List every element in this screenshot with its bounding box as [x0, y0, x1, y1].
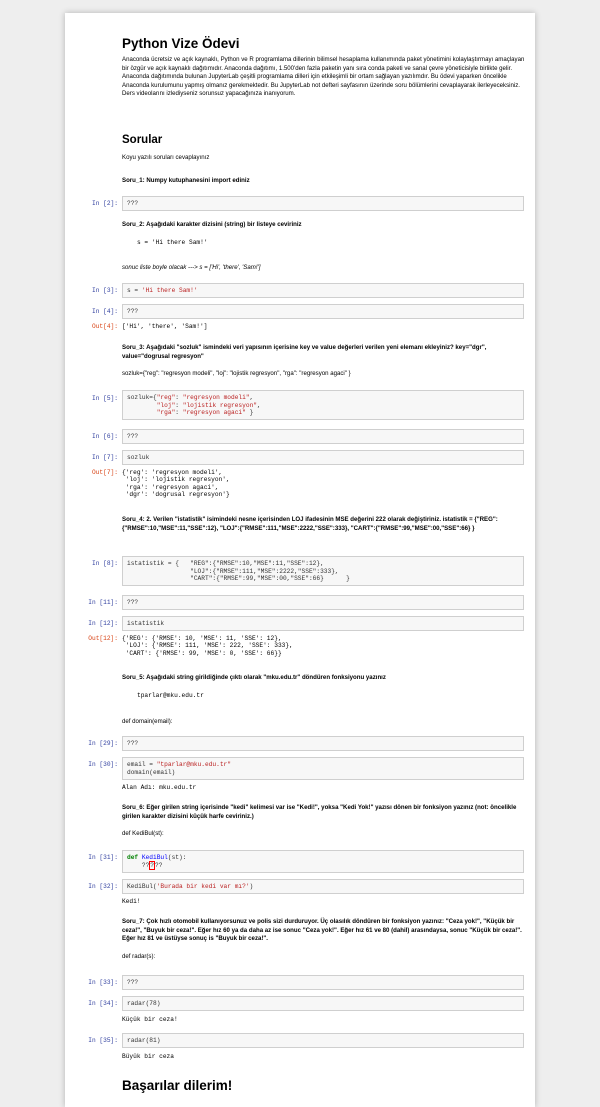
- q5-def: def domain(email):: [122, 718, 173, 725]
- question-7: Soru_7: Çok hızlı otomobil kullanıyorsunuz ve polis sizi durduruyor. Üç olasılık döndüren bir fonksiyon yazınız: "Ceza yok!", "Küçük bir ceza!", "Buyuk bir ceza!". Eğer hız 60 ya da daha az ise sonuc "Ceza yok!". Eğer hız 61 ve 80 (dahil) arasındaysa, sonuc "Küçük bir ceza!". Eğer hız 81 ve üstüyse sonuç is "Buyuk bir ceza!".: [122, 918, 522, 943]
- question-6: Soru_6: Eğer girilen string içerisinde "kedi" kelimesi var ise "Kedi!", yoksa "Kedi Yok!" yazısı dönen bir fonksiyon yazınız (not: öncelikle girilen karakter dizisini küçük harfe ceviriniz.): [122, 804, 517, 820]
- prompt-out-12: Out[12]:: [88, 635, 118, 642]
- question-4: Soru_4: 2. Verilen "istatistik" isimindeki nesne içerisinden LOJ ifadesinin MSE değerini 222 olarak değiştiriniz. istatistik = {"REG":{"RMSE":10,"MSE":11,"SSE":12}, "LOJ":{"RMSE":111,"MSE":2222,"SSE":333}, "CART":{"RMSE":99,"MSE":00,"SSE":66} }: [122, 516, 498, 532]
- prompt-out-7: Out[7]:: [92, 469, 118, 476]
- q2-code-example: s = 'Hi there Sam!': [137, 239, 208, 246]
- code-cell-12[interactable]: istatistik: [122, 616, 524, 631]
- code-cell-3[interactable]: s = 'Hi there Sam!': [122, 283, 524, 298]
- code-cell-2[interactable]: ???: [122, 196, 524, 211]
- prompt-in-32: In [32]:: [88, 883, 118, 890]
- code-cell-29[interactable]: ???: [122, 736, 524, 751]
- code-cell-35[interactable]: radar(81): [122, 1033, 524, 1048]
- prompt-in-3: In [3]:: [92, 287, 118, 294]
- prompt-in-8: In [8]:: [92, 560, 118, 567]
- sorular-subtitle: Koyu yazılı soruları cevaplayınız: [122, 154, 210, 161]
- prompt-in-7: In [7]:: [92, 454, 118, 461]
- intro-paragraph: Anaconda ücretsiz ve açık kaynaklı, Python ve R programlama dillerinin bilimsel hesaplama kullanımında paket yönetimini kolaylaştırmayı amaçlayan bir özgür ve açık kaynaklı dağıtımıdır. Anaconda dağıtımı, 1.500'den fazla paketin yanı sıra conda paketi ve sanal çevre yöneticisiyle birlikte gelir. Anaconda dağıtımında bulunan JupyterLab çeşitli programlama dilleri için etkileşimli bir ortam sağlayan yazılımdır. Bu ödevi yaparken öncelikle Anaconda kurulumunu yapmış olmanız gerekmektedir. Bu JupyterLab not defteri sayfasının üzerinde soru bölümlerini cevaplayarak ilerleyeceksiniz. Ders videolarını izlediyseniz sorunsuz yapacağınıza inanıyorum.: [122, 56, 525, 98]
- output-34: Küçük bir ceza!: [122, 1016, 178, 1023]
- code-cell-4[interactable]: ???: [122, 304, 524, 319]
- output-12: {'REG': {'RMSE': 10, 'MSE': 11, 'SSE': 12}, 'LOJ': {'RMSE': 111, 'MSE': 222, 'SSE': 333}, 'CART': {'RMSE': 99, 'MSE': 0, 'SSE': 66}}: [122, 635, 293, 657]
- prompt-in-34: In [34]:: [88, 1000, 118, 1007]
- q5-code-example: tparlar@mku.edu.tr: [137, 692, 204, 699]
- question-2: Soru_2: Aşağıdaki karakter dizisini (string) bir listeye ceviriniz: [122, 221, 302, 228]
- question-5: Soru_5: Aşağıdaki string girildiğinde çıktı olarak "mku.edu.tr" döndüren fonksiyonu yazınız: [122, 674, 386, 681]
- prompt-out-4: Out[4]:: [92, 323, 118, 330]
- output-30: Alan Adı: mku.edu.tr: [122, 784, 197, 791]
- prompt-in-33: In [33]:: [88, 979, 118, 986]
- output-4: ['Hi', 'there', 'Sam!']: [122, 323, 208, 330]
- prompt-in-11: In [11]:: [88, 599, 118, 606]
- code-cell-33[interactable]: ???: [122, 975, 524, 990]
- code-cell-6[interactable]: ???: [122, 429, 524, 444]
- question-3: Soru_3: Aşağıdaki "sozluk" ismindeki veri yapısının içerisine key ve value değerleri verilen yeni elemanı ekleyiniz? key="dgr", value="dogrusal regresyon": [122, 344, 487, 360]
- q7-def: def radar(s):: [122, 953, 156, 960]
- code-cell-5[interactable]: sozluk={"reg": "regresyon modeli", "loj": "lojistik regresyon", "rga": "regresyon agaci" }: [122, 390, 524, 420]
- q3-dict-text: sozluk={"reg": "regresyon modeli", "loj": "lojistik regresyon", "rga": "regresyon agaci" }: [122, 370, 351, 377]
- code-cell-30[interactable]: email = "tparlar@mku.edu.tr" domain(email): [122, 757, 524, 780]
- code-cell-31[interactable]: def KediBul(st): ?????: [122, 850, 524, 873]
- prompt-in-6: In [6]:: [92, 433, 118, 440]
- prompt-in-2: In [2]:: [92, 200, 118, 207]
- output-32: Kedi!: [122, 898, 141, 905]
- sorular-heading: Sorular: [122, 134, 163, 146]
- q6-def: def KediBul(st):: [122, 830, 164, 837]
- notebook-page: [65, 13, 535, 1107]
- closing-heading: Başarılar dilerim!: [122, 1078, 233, 1093]
- prompt-in-31: In [31]:: [88, 854, 118, 861]
- code-cell-11[interactable]: ???: [122, 595, 524, 610]
- notebook-title: Python Vize Ödevi: [122, 36, 240, 51]
- prompt-in-12: In [12]:: [88, 620, 118, 627]
- code-cell-32[interactable]: KediBul('Burada bir kedi var mı?'): [122, 879, 524, 894]
- prompt-in-30: In [30]:: [88, 761, 118, 768]
- prompt-in-4: In [4]:: [92, 308, 118, 315]
- prompt-in-35: In [35]:: [88, 1037, 118, 1044]
- code-cell-34[interactable]: radar(78): [122, 996, 524, 1011]
- code-cell-7[interactable]: sozluk: [122, 450, 524, 465]
- code-cell-8[interactable]: istatistik = { "REG":{"RMSE":10,"MSE":11,"SSE":12}, "LOJ":{"RMSE":111,"MSE":2222,"SSE":333}, "CART":{"RMSE":99,"MSE":00,"SSE":66} }: [122, 556, 524, 586]
- output-35: Büyük bir ceza: [122, 1053, 174, 1060]
- output-7: {'reg': 'regresyon modeli', 'loj': 'lojistik regresyon', 'rga': 'regresyon agaci', 'dgr': 'dogrusal regresyon'}: [122, 469, 230, 499]
- question-1: Soru_1: Numpy kutuphanesini import ediniz: [122, 177, 250, 184]
- prompt-in-5: In [5]:: [92, 395, 118, 402]
- q2-note: sonuc liste boyle olacak ---> s = ['Hi', 'there', 'Sam!']: [122, 264, 261, 271]
- prompt-in-29: In [29]:: [88, 740, 118, 747]
